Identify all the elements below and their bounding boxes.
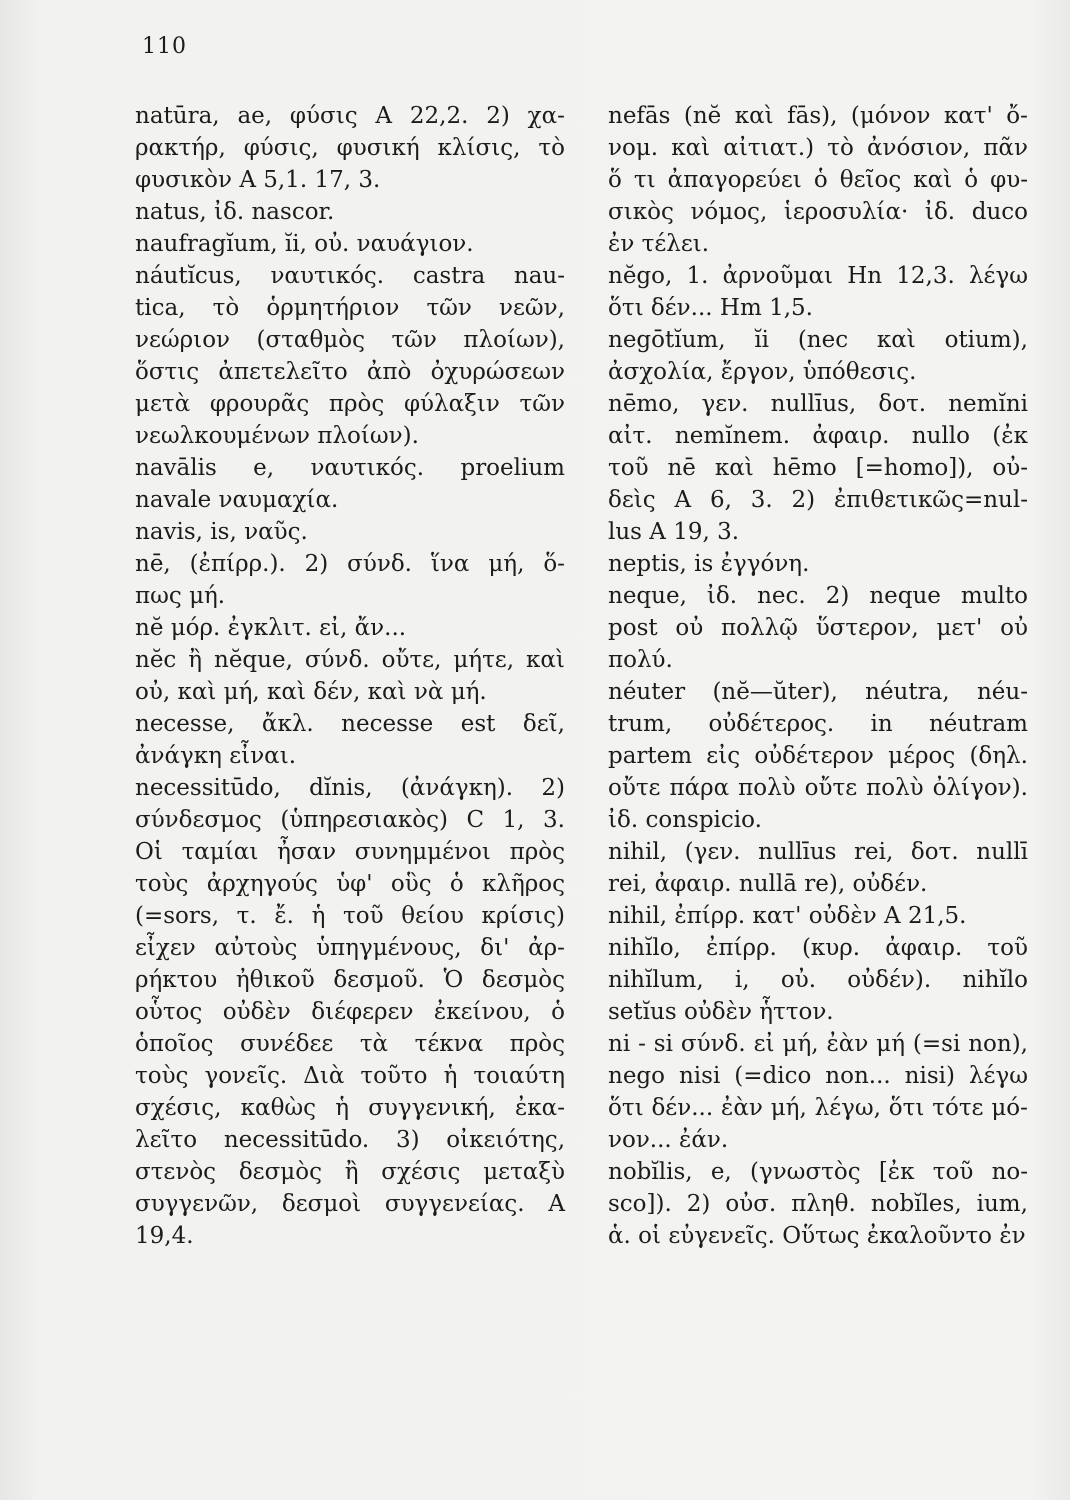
text-line: νομ. καὶ αἰτιατ.) τὸ ἀνόσιον, πᾶν [608,135,1028,161]
page-number: 110 [142,34,187,59]
right-column [608,100,1028,1252]
text-line: ὅστις ἀπετελεῖτο ἀπὸ ὀχυρώσεων [135,359,565,385]
text-line: τοῦ nē καὶ hēmo [=homo]), οὐ- [608,455,1028,481]
text-line: nē, (ἐπίρρ.). 2) σύνδ. ἵνα μή, ὅ- [135,551,565,577]
text-line: ἁ. οἱ εὐγενεῖς. Οὕτως ἐκαλοῦντο ἐν [608,1223,1026,1249]
text-line: σχέσις, καθὼς ἡ συγγενική, ἐκα- [135,1095,565,1121]
text-line: πολύ. [608,647,673,673]
text-line: neptis, is ἐγγόνη. [608,551,810,577]
text-line: νεωλκουμένων πλοίων). [135,423,419,449]
text-line: νον... ἐάν. [608,1127,729,1153]
text-line: σικὸς νόμος, ἱεροσυλία· ἰδ. duco [608,199,1028,225]
text-line: λεῖτο necessitūdo. 3) οἰκειότης, [135,1127,565,1153]
text-line: sco]). 2) οὐσ. πληθ. nobĭles, ium, [608,1191,1028,1217]
text-line: ἀνάγκη εἶναι. [135,743,297,769]
text-line: nefās (nĕ καὶ fās), (μόνον κατ' ὄ- [608,103,1028,129]
text-line: συγγενῶν, δεσμοὶ συγγενείας. A [135,1191,565,1217]
text-line: οὔτε πάρα πολὺ οὔτε πολὺ ὀλίγον). [608,775,1028,801]
text-line: δεὶς A 6, 3. 2) ἐπιθετικῶς=nul- [608,487,1028,513]
text-line: nĕ μόρ. ἐγκλιτ. εἰ, ἄν... [135,615,407,641]
text-line: τοὺς γονεῖς. Διὰ τοῦτο ἡ τοιαύτη [135,1063,565,1089]
text-line: nihĭlum, i, οὐ. οὐδέν). nihĭlo [608,967,1028,993]
text-line: ἐν τέλει. [608,231,710,257]
text-line: nobĭlis, e, (γνωστὸς [ἐκ τοῦ no- [608,1159,1028,1185]
text-line: Οἱ ταμίαι ἦσαν συνημμένοι πρὸς [135,839,565,865]
text-line: lus A 19, 3. [608,519,740,545]
text-line: ὅτι δέν... ἐὰν μή, λέγω, ὅτι τότε μό- [608,1095,1028,1121]
text-line: σύνδεσμος (ὑπηρεσιακὸς) C 1, 3. [135,807,565,833]
text-line: nihĭlo, ἐπίρρ. (κυρ. ἀφαιρ. τοῦ [608,935,1028,961]
text-line: naufragĭum, ĭi, οὐ. ναυάγιον. [135,231,474,257]
text-line: ni - si σύνδ. εἰ μή, ἐὰν μή (=si non), [608,1031,1028,1057]
text-line: trum, οὐδέτερος. in néutram [608,711,1028,737]
text-line: nihil, ἐπίρρ. κατ' οὐδὲν A 21,5. [608,903,967,929]
text-line: rei, ἀφαιρ. nullā re), οὐδέν. [608,871,928,897]
text-line: ρήκτου ἠθικοῦ δεσμοῦ. Ὁ δεσμὸς [135,967,565,993]
text-line: στενὸς δεσμὸς ἢ σχέσις μεταξὺ [135,1159,565,1185]
text-line: νεώριον (σταθμὸς τῶν πλοίων), [135,327,565,353]
text-line: τοὺς ἀρχηγούς ὑφ' οὓς ὁ κλῆρος [135,871,565,897]
text-line: ὅτι δέν... Hm 1,5. [608,295,813,321]
text-line: εἶχεν αὐτοὺς ὑπηγμένους, δι' ἀρ- [135,935,565,961]
text-line: nĕc ἢ nĕque, σύνδ. οὔτε, μήτε, καὶ [135,647,565,673]
text-line: (=sors, τ. ἔ. ἡ τοῦ θείου κρίσις) [135,903,565,929]
text-line: ὅ τι ἀπαγορεύει ὁ θεῖος καὶ ὁ φυ- [608,167,1028,193]
text-line: negōtĭum, ĭi (nec καὶ otium), [608,327,1028,353]
text-line: necessitūdo, dĭnis, (ἀνάγκη). 2) [135,775,565,801]
text-line: ρακτήρ, φύσις, φυσική κλίσις, τὸ [135,135,565,161]
text-line: néuter (nĕ—ŭter), néutra, néu- [608,679,1028,705]
text-line: neque, ἰδ. nec. 2) neque multo [608,583,1028,609]
text-line: ἰδ. conspicio. [608,807,762,833]
text-line: μετὰ φρουρᾶς πρὸς φύλαξιν τῶν [135,391,565,417]
text-line: tica, τὸ ὁρμητήριον τῶν νεῶν, [135,295,565,321]
text-line: nego nisi (=dico non... nisi) λέγω [608,1063,1028,1089]
text-line: πως μή. [135,583,226,609]
text-line: navālis e, ναυτικός. proelium [135,455,565,481]
text-line: natūra, ae, φύσις A 22,2. 2) χα- [135,103,565,129]
text-line: partem εἰς οὐδέτερον μέρος (δηλ. [608,743,1028,769]
text-line: οὐ, καὶ μή, καὶ δέν, καὶ νὰ μή. [135,679,487,705]
text-line: 19,4. [135,1223,194,1249]
text-line: αἰτ. nemĭnem. ἀφαιρ. nullo (ἐκ [608,423,1028,449]
text-line: nĕgo, 1. ἀρνοῦμαι Hn 12,3. λέγω [608,263,1028,289]
text-line: nihil, (γεν. nullīus rei, δοτ. nullī [608,839,1028,865]
text-line: φυσικὸν A 5,1. 17, 3. [135,167,381,193]
left-column [135,100,565,1252]
text-line: necesse, ἄκλ. necesse est δεῖ, [135,711,565,737]
text-line: navale ναυμαχία. [135,487,339,513]
text-line: natus, ἰδ. nascor. [135,199,335,225]
text-line: nēmo, γεν. nullīus, δοτ. nemĭni [608,391,1028,417]
text-line: navis, is, ναῦς. [135,519,308,545]
text-line: náutĭcus, ναυτικός. castra nau- [135,263,565,289]
text-line: οὗτος οὐδὲν διέφερεν ἐκείνου, ὁ [135,999,565,1025]
text-line: ὁποῖος συνέδεε τὰ τέκνα πρὸς [135,1031,565,1057]
text-line: post οὐ πολλῷ ὕστερον, μετ' οὐ [608,615,1028,641]
text-line: setĭus οὐδὲν ἧττον. [608,999,834,1025]
text-line: ἀσχολία, ἔργον, ὑπόθεσις. [608,359,917,385]
